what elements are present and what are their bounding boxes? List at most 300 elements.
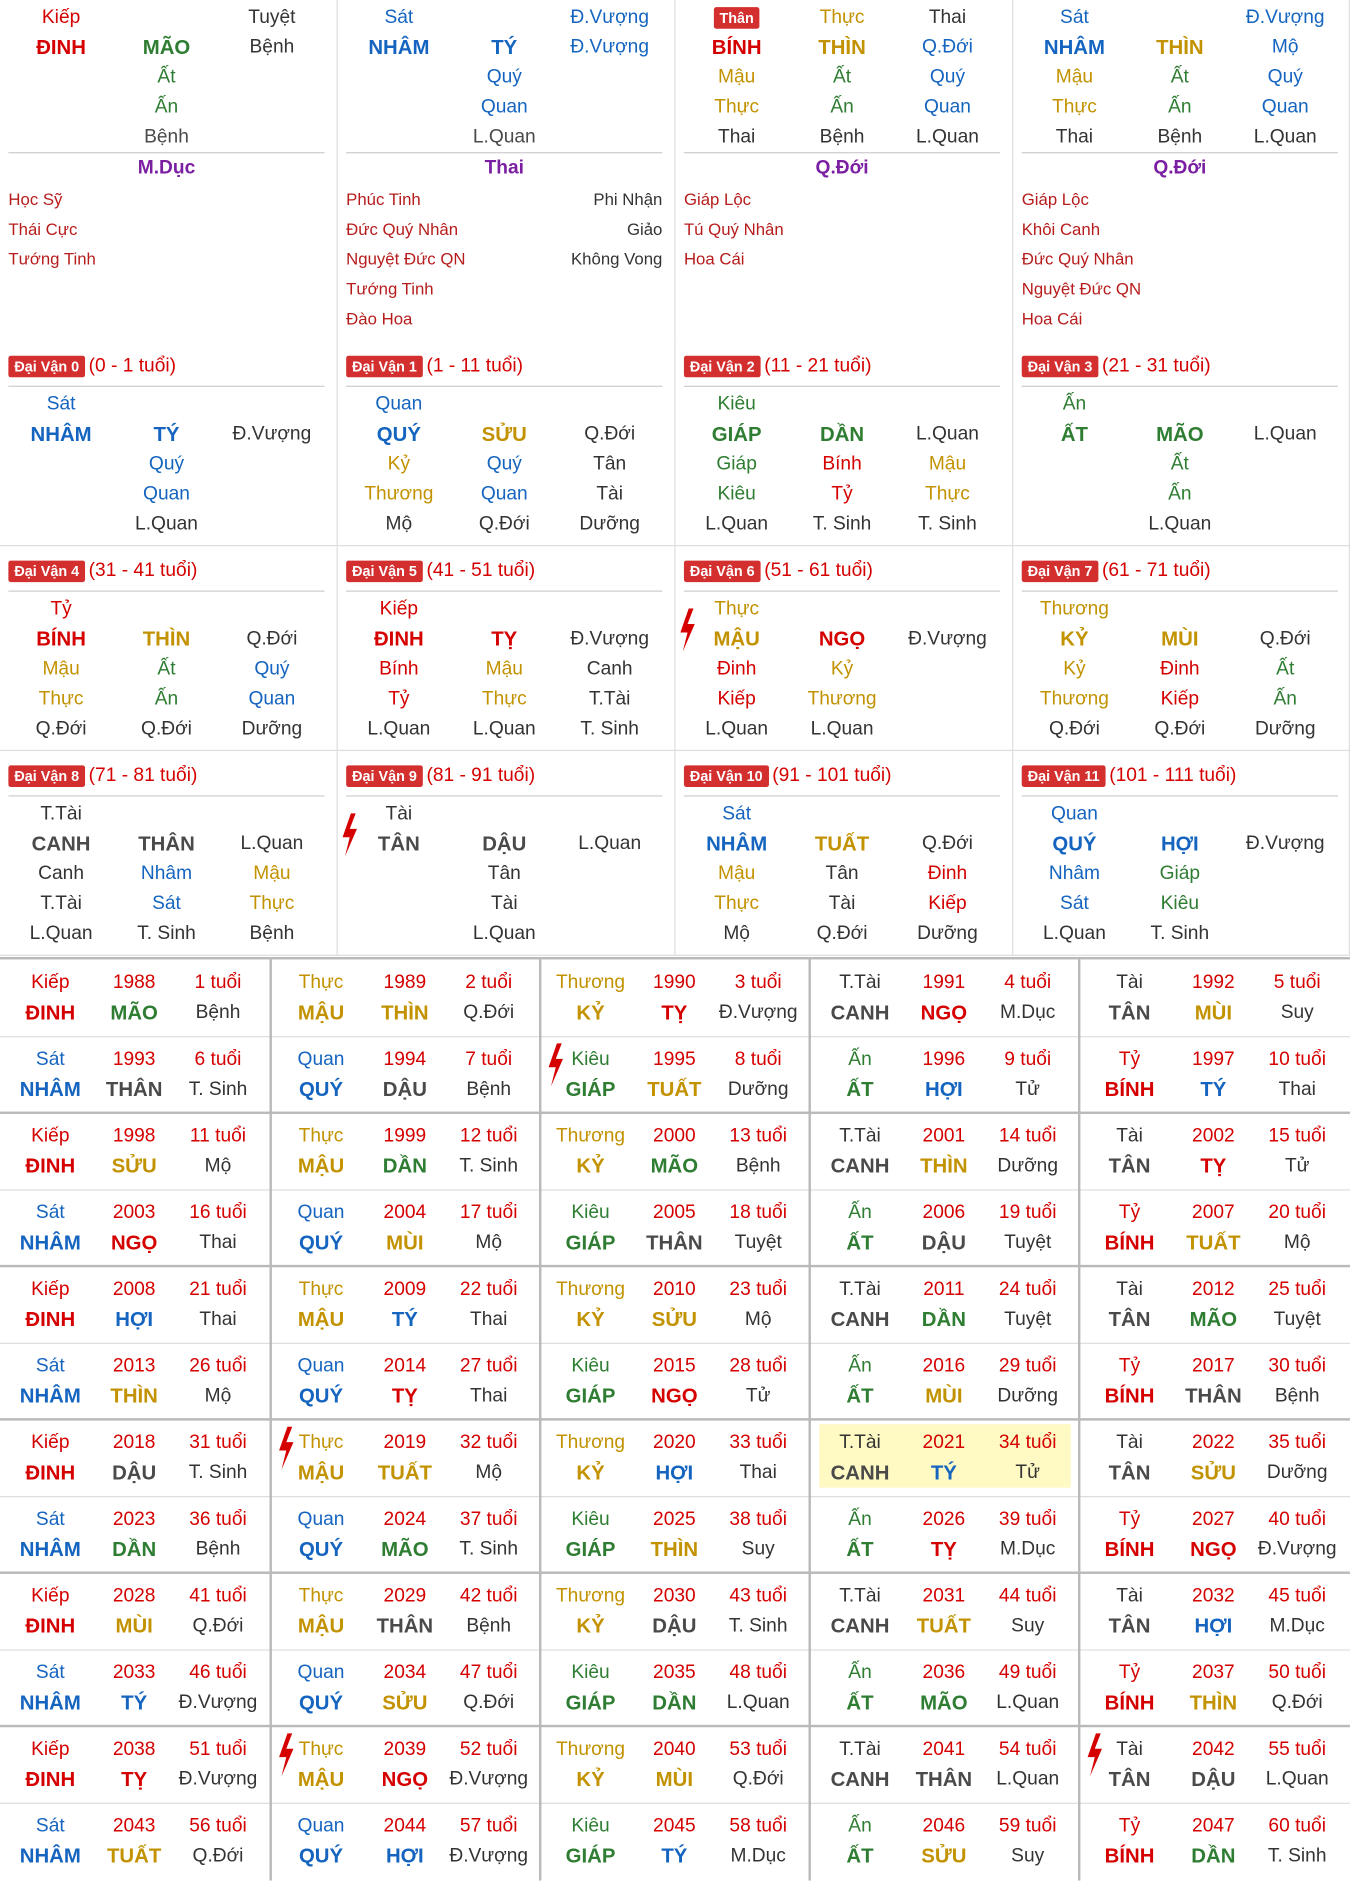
stage: L.Quan [996, 1769, 1060, 1790]
stage: Q.Đới [463, 1692, 515, 1713]
dai-van-10 [676, 751, 1014, 956]
thien-can: ĐINH [25, 1307, 76, 1331]
stage: T. Sinh [188, 1079, 248, 1100]
lightning-icon [277, 1733, 296, 1776]
cell: Kiêu [1160, 893, 1200, 914]
hidden-stem-3: L.Quan [472, 126, 536, 148]
ten-than: T.Tài [839, 1279, 881, 1300]
ten-than: Tỷ [1118, 1662, 1141, 1683]
cell: Đinh [927, 863, 968, 884]
cell: Ất [157, 658, 176, 680]
dai-van-age-range: (21 - 31 tuổi) [1102, 355, 1211, 377]
dia-chi: HỢI [115, 1307, 154, 1331]
ten-than: Thương [555, 1739, 626, 1760]
year: 2023 [112, 1509, 156, 1530]
star-row [1022, 214, 1338, 244]
dia-chi: NGỌ [1190, 1537, 1237, 1561]
hidden-stem-stage: Thai [1055, 126, 1094, 148]
dia-chi: SỬU [111, 1154, 157, 1178]
dai-van-4 [0, 546, 338, 751]
year-cell-1995 [540, 1036, 810, 1113]
star-name-right: Giảo [626, 219, 663, 239]
thien-can: TÂN [1108, 1461, 1151, 1485]
annual-years-section [0, 957, 1350, 1881]
age: 55 tuổi [1268, 1739, 1326, 1760]
stage: Q.Đới [192, 1845, 244, 1867]
age: 14 tuổi [998, 1125, 1057, 1147]
dia-chi: TỴ [661, 1001, 688, 1025]
divider [8, 591, 324, 592]
cell: Dưỡng [917, 923, 978, 944]
year-cell-1998 [0, 1113, 270, 1190]
thien-can: CANH [830, 1001, 890, 1025]
age: 42 tuổi [459, 1585, 518, 1607]
cell: Quan [1050, 803, 1098, 825]
ten-than: Tài [1116, 1739, 1143, 1760]
year: 2013 [112, 1355, 156, 1377]
stage: Dưỡng [1266, 1462, 1328, 1483]
year: 2040 [653, 1739, 696, 1760]
ten-than: Sát [35, 1202, 65, 1223]
stage: L.Quan [578, 833, 642, 855]
dia-chi: DẦN [112, 1537, 157, 1561]
stage: M.Dục [1000, 1002, 1056, 1023]
hidden-stem-3: Bệnh [144, 126, 189, 148]
hidden-stem: Ất [1170, 67, 1189, 88]
dai-van-header [346, 356, 662, 378]
stage: Đ.Vượng [1257, 1539, 1337, 1560]
stage: Suy [741, 1539, 775, 1560]
year-cell-1988 [0, 959, 270, 1036]
dia-chi: MÃO [1189, 1307, 1238, 1331]
year: 1989 [383, 972, 427, 993]
age: 41 tuổi [189, 1585, 247, 1607]
stage: Thai [470, 1309, 508, 1330]
age: 26 tuổi [189, 1355, 247, 1377]
dia-chi: MÃO [1156, 422, 1204, 446]
thien-can: ĐINH [373, 627, 424, 651]
stage: Mộ [744, 1309, 772, 1330]
thien-can: NHÂM [19, 1384, 81, 1408]
cell: T. Sinh [812, 513, 872, 535]
dai-van-badge: Đại Vận 7 [1022, 561, 1099, 583]
divider [684, 152, 1000, 153]
year-cell-2023 [0, 1496, 270, 1573]
hidden-stem: Ất [832, 67, 852, 88]
dia-chi: THÂN [646, 1231, 703, 1255]
year-cell-2029 [271, 1573, 541, 1650]
pillar-1 [0, 0, 338, 341]
thien-can: TÂN [1108, 1154, 1151, 1178]
dai-van-6 [676, 546, 1014, 751]
cell: Quan [375, 394, 423, 415]
year-cell-2014 [271, 1343, 541, 1420]
thien-can: CANH [830, 1307, 890, 1331]
dia-chi: TỴ [391, 1384, 418, 1408]
pillar-4 [1013, 0, 1350, 341]
stage: Bệnh [1274, 1385, 1320, 1407]
dia-chi: DẦN [1191, 1844, 1236, 1868]
thien-can: NHÂM [19, 1691, 81, 1715]
cell: Dưỡng [1254, 718, 1316, 740]
year-cell-2000 [540, 1113, 810, 1190]
stage: Mộ [1283, 1232, 1311, 1253]
thien-can: ẤT [846, 1844, 874, 1868]
ten-than: Ấn [848, 1815, 872, 1837]
dai-van-1 [338, 341, 676, 546]
stage: Thai [199, 1232, 237, 1253]
thien-can: CANH [830, 1614, 890, 1638]
cell: Thương [807, 688, 877, 710]
year-cell-1994 [271, 1036, 541, 1113]
hidden-stem-god: Quan [1261, 97, 1309, 118]
dia-chi: TỴ [491, 627, 518, 651]
year-cell-2043 [0, 1803, 270, 1880]
stage: Mộ [475, 1232, 503, 1253]
ten-than: Tỷ [1118, 1355, 1141, 1377]
stage: Tử [1284, 1155, 1310, 1177]
cell: Mậu [253, 863, 291, 884]
thien-can: TÂN [377, 832, 420, 856]
ten-than: Kiếp [31, 972, 70, 993]
dai-van-header [684, 356, 1000, 378]
cell: Mộ [723, 923, 750, 944]
year-cell-2018 [0, 1419, 270, 1496]
column-divider [539, 959, 541, 1880]
star-name: Đức Quý Nhân [1021, 249, 1134, 269]
ten-than: Thực [298, 1585, 344, 1607]
dia-chi: NGỌ [110, 1231, 158, 1255]
divider [1022, 795, 1338, 796]
cell: T. Sinh [580, 718, 639, 740]
cell: Thực [481, 688, 527, 710]
age: 1 tuổi [194, 972, 242, 993]
ten-than: Tài [1116, 1432, 1143, 1453]
cell: L.Quan [29, 923, 93, 944]
top-right-stage: Thai [928, 7, 967, 28]
star-row [8, 214, 324, 244]
hidden-stem-god: Ấn [830, 97, 854, 118]
ten-than: Tài [1116, 1279, 1143, 1300]
stage: Bệnh [466, 1615, 512, 1637]
cell: Q.Đới [1154, 718, 1206, 740]
age: 12 tuổi [459, 1125, 518, 1147]
age: 7 tuổi [465, 1049, 513, 1070]
cell: Tỷ [388, 688, 410, 710]
ten-than: Quan [297, 1815, 345, 1837]
cell: Tỷ [831, 483, 853, 505]
thien-can: BÍNH [36, 627, 86, 651]
hidden-stem-stage: Thai [718, 126, 756, 148]
cell: Quan [143, 483, 190, 505]
cell: Tân [825, 863, 859, 884]
dia-chi: DẬU [921, 1231, 966, 1255]
star-name-right: Phi Nhận [593, 189, 663, 209]
ten-than: Quan [297, 1355, 345, 1377]
year: 1991 [922, 972, 966, 993]
age: 54 tuổi [998, 1739, 1057, 1760]
star-row [346, 304, 662, 334]
age: 30 tuổi [1268, 1355, 1326, 1377]
dai-van-header [346, 561, 662, 583]
dia-chi: DẬU [652, 1614, 697, 1638]
cell: Mộ [385, 513, 413, 535]
stage: Đ.Vượng [1245, 833, 1325, 855]
cell: L.Quan [135, 513, 198, 535]
dai-van-age-range: (1 - 11 tuổi) [426, 355, 524, 377]
dai-van-badge: Đại Vận 5 [346, 561, 423, 583]
cell: L.Quan [367, 718, 431, 740]
dia-chi: TUẤT [106, 1844, 162, 1868]
year-cell-2037 [1079, 1649, 1349, 1726]
dai-van-age-range: (0 - 1 tuổi) [88, 355, 177, 377]
year-cell-2036 [810, 1649, 1080, 1726]
year: 2026 [922, 1509, 966, 1530]
age: 45 tuổi [1268, 1585, 1326, 1607]
cell: Ấn [154, 688, 179, 710]
row-divider [0, 1725, 1350, 1727]
stage-right: Đ.Vượng [570, 37, 650, 58]
year-cell-2027 [1079, 1496, 1349, 1573]
row-divider [0, 1418, 1350, 1420]
cell: Tân [593, 453, 627, 475]
dia-chi: THÂN [105, 1078, 163, 1101]
year: 1996 [922, 1049, 966, 1070]
cell: Quan [480, 483, 528, 505]
divider [346, 386, 662, 387]
star-row [1022, 184, 1338, 214]
hidden-stem-god: Thực [714, 97, 760, 118]
cell: Ấn [1168, 483, 1192, 505]
year-cell-2024 [271, 1496, 541, 1573]
ten-than-top: Kiếp [41, 7, 81, 28]
dia-chi: SỬU [651, 1307, 697, 1331]
thien-can: KỶ [576, 1001, 605, 1025]
dia-chi: TÝ [121, 1691, 148, 1715]
column-divider [809, 959, 811, 1880]
thien-can: ĐINH [25, 1154, 76, 1178]
year-cell-2005 [540, 1189, 810, 1266]
year: 2042 [1192, 1739, 1235, 1760]
year-cell-2046 [810, 1803, 1080, 1880]
pillar-stage: M.Dục [137, 158, 196, 179]
cell: Q.Đới [816, 923, 868, 944]
year: 2000 [653, 1125, 696, 1147]
ten-than: Kiêu [571, 1662, 610, 1683]
thien-can: GIÁP [565, 1078, 616, 1101]
thien-can: TÂN [1108, 1001, 1151, 1025]
age: 53 tuổi [729, 1739, 787, 1760]
hidden-stem: Mậu [1055, 67, 1094, 88]
year: 1995 [653, 1049, 696, 1070]
lightning-icon [277, 1427, 296, 1470]
year-cell-1990 [540, 959, 810, 1036]
thien-can: GIÁP [565, 1384, 616, 1408]
dia-chi: THÌN [142, 627, 191, 651]
column-divider [1078, 959, 1080, 1880]
stage: L.Quan [1265, 1769, 1329, 1790]
stage-right: Mộ [1271, 37, 1299, 58]
year: 1993 [112, 1049, 156, 1070]
stage: Đ.Vượng [908, 628, 987, 650]
row-divider [0, 1265, 1350, 1267]
dia-chi: DẬU [1191, 1767, 1236, 1791]
year-cell-1992 [1079, 959, 1349, 1036]
dai-van-header [1022, 765, 1338, 787]
age: 9 tuổi [1004, 1049, 1052, 1070]
cell: Q.Đới [1048, 718, 1100, 740]
thien-can: ẤT [846, 1384, 874, 1408]
year-cell-2020 [540, 1419, 810, 1496]
year: 2045 [653, 1815, 696, 1837]
age: 56 tuổi [189, 1815, 247, 1837]
year-cell-2004 [271, 1189, 541, 1266]
dia-chi: THÌN [920, 1154, 968, 1178]
year-cell-1991 [810, 959, 1080, 1036]
thien-can: ẤT [846, 1691, 874, 1715]
column-divider [270, 959, 272, 1880]
thien-can: NHÂM [19, 1844, 81, 1868]
thien-can: CANH [830, 1154, 890, 1178]
thien-can: QUÝ [1052, 832, 1097, 856]
star-name-right: Không Vong [570, 249, 663, 269]
cell: Quý [486, 453, 522, 475]
year: 1988 [112, 972, 156, 993]
thien-can: QUÝ [298, 1844, 344, 1868]
stage: L.Quan [1253, 424, 1317, 445]
stage: Q.Đới [584, 424, 636, 445]
stage: Tử [745, 1385, 771, 1407]
dia-chi: MÙI [386, 1231, 424, 1255]
stage: L.Quan [726, 1692, 790, 1713]
stage: Đ.Vượng [178, 1769, 258, 1790]
stage: Dưỡng [727, 1079, 789, 1100]
stage: M.Dục [730, 1845, 786, 1867]
cell: L.Quan [705, 718, 769, 740]
cell: Sát [46, 394, 76, 415]
dia-chi: TỴ [121, 1767, 148, 1791]
year: 2033 [112, 1662, 156, 1683]
age: 40 tuổi [1268, 1509, 1326, 1530]
stage: Tuyệt [1273, 1309, 1321, 1330]
stage: Q.Đới [246, 628, 298, 650]
year: 2014 [383, 1355, 427, 1377]
cell: Kiếp [379, 598, 419, 620]
year: 2010 [653, 1279, 696, 1300]
stage: Đ.Vượng [178, 1692, 258, 1713]
year: 2006 [922, 1202, 966, 1223]
thien-can: KỶ [1060, 627, 1089, 651]
thien-can: ĐINH [25, 1614, 76, 1638]
pillar-3 [676, 0, 1014, 341]
year: 1992 [1192, 972, 1235, 993]
thien-can: BÍNH [711, 35, 762, 59]
hidden-stem-stage: Bệnh [819, 126, 865, 148]
cell: Kỷ [387, 453, 411, 475]
dai-van-badge: Đại Vận 3 [1022, 356, 1099, 378]
year-cell-2015 [540, 1343, 810, 1420]
ten-than: Tỷ [1118, 1202, 1141, 1223]
year: 2047 [1192, 1815, 1235, 1837]
age: 58 tuổi [729, 1815, 787, 1837]
year: 2005 [653, 1202, 696, 1223]
stage: Suy [1011, 1615, 1045, 1637]
ten-than-top: Thực [819, 7, 865, 28]
cell: Đinh [716, 658, 757, 680]
year-cell-2026 [810, 1496, 1080, 1573]
dai-van-badge: Đại Vận 1 [346, 356, 423, 378]
thien-can: ĐINH [25, 1001, 76, 1025]
ten-than: Ấn [848, 1049, 872, 1070]
stage: Đ.Vượng [449, 1769, 529, 1790]
dai-van-badge: Đại Vận 2 [684, 356, 761, 378]
year-cell-2032 [1079, 1573, 1349, 1650]
age: 6 tuổi [194, 1049, 242, 1070]
ten-than: Thực [298, 1125, 344, 1147]
stage: Mộ [475, 1462, 503, 1483]
age: 23 tuổi [729, 1279, 787, 1300]
dia-chi: SỬU [382, 1691, 428, 1715]
cell: Dưỡng [579, 513, 640, 535]
year-cell-1989 [271, 959, 541, 1036]
age: 25 tuổi [1268, 1279, 1326, 1300]
cell: Quý [148, 453, 185, 475]
dia-chi: DẬU [112, 1461, 157, 1485]
ten-than: Thương [555, 972, 626, 993]
age: 57 tuổi [459, 1815, 518, 1837]
stage: T. Sinh [1267, 1845, 1327, 1867]
cell: Q.Đới [35, 718, 87, 740]
stage: Tử [1015, 1079, 1040, 1100]
cell: Thực [714, 893, 760, 914]
dia-chi: SỬU [921, 1844, 967, 1868]
star-row [684, 214, 1000, 244]
dai-van-badge: Đại Vận 6 [684, 561, 761, 583]
age: 60 tuổi [1268, 1815, 1326, 1837]
dai-van-age-range: (31 - 41 tuổi) [88, 560, 198, 581]
hidden-stem: Quý [929, 67, 966, 88]
dai-van-header [8, 561, 324, 583]
thien-can: CANH [830, 1461, 890, 1485]
stage: Suy [1280, 1002, 1314, 1023]
year: 2019 [383, 1432, 427, 1453]
dia-chi: THÂN [138, 832, 195, 856]
dia-chi: TỴ [1200, 1154, 1227, 1178]
year-cell-2031 [810, 1573, 1080, 1650]
dia-chi: NGỌ [381, 1767, 429, 1791]
thien-can: CANH [31, 832, 91, 856]
year: 1998 [112, 1125, 156, 1147]
year-cell-1997 [1079, 1036, 1349, 1113]
year: 2036 [922, 1662, 966, 1683]
thien-can: BÍNH [1104, 1231, 1155, 1255]
thien-can: BÍNH [1104, 1384, 1155, 1408]
stage: Q.Đới [1259, 628, 1311, 650]
ten-than: T.Tài [839, 1125, 881, 1147]
age: 13 tuổi [729, 1125, 787, 1147]
thien-can: GIÁP [711, 422, 762, 446]
stage: Suy [1011, 1845, 1045, 1867]
row-divider [0, 1343, 1350, 1344]
dai-van-9 [338, 751, 676, 956]
year-cell-2017 [1079, 1343, 1349, 1420]
thien-can: KỶ [576, 1307, 605, 1331]
stage: Đ.Vượng [570, 628, 650, 650]
star-name: Thái Cực [8, 219, 78, 239]
year-cell-2013 [0, 1343, 270, 1420]
dai-van-2 [676, 341, 1014, 546]
year: 2027 [1192, 1509, 1235, 1530]
